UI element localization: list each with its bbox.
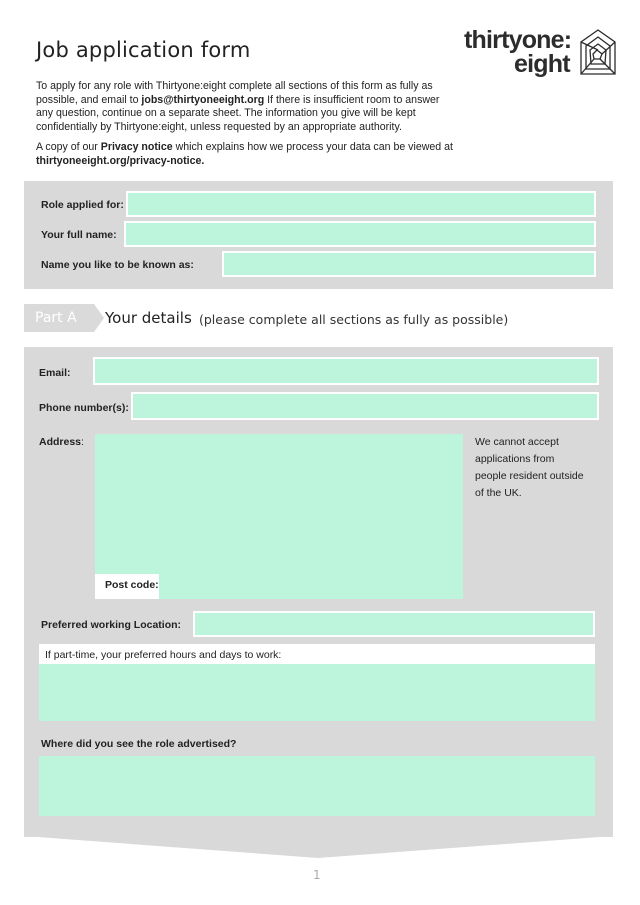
part-a-label: Part A — [35, 310, 77, 326]
residency-note: We cannot accept applications from people resident outside of the UK. — [475, 436, 584, 499]
known-as-input[interactable] — [222, 251, 596, 277]
advertised-label: Where did you see the role advertised? — [41, 738, 237, 750]
phone-label: Phone number(s): — [39, 402, 129, 414]
full-name-label: Your full name: — [41, 229, 117, 241]
full-name-input[interactable] — [124, 221, 596, 247]
page-number: 1 — [313, 868, 321, 882]
role-panel — [24, 181, 613, 289]
brand-logo — [462, 26, 617, 82]
apply-email: jobs@thirtyoneeight.org — [141, 93, 265, 106]
address-label: Address: — [39, 436, 84, 448]
postcode-label: Post code: — [105, 579, 159, 591]
geometric-house-icon — [579, 28, 617, 78]
panel-arrow — [24, 836, 613, 858]
intro-paragraph: To apply for any role with Thirtyone:eight complete all sections of this form as fully as possible, and email to jobs@thirtyoneeight.org If there is insufficient room to answer any question, continue on a separate sheet. The information you give will be kept confidentially by Thirtyone:eight, unless requested by an appropriate authority. — [36, 80, 440, 134]
email-input[interactable] — [93, 357, 599, 385]
parttime-label: If part-time, your preferred hours and days to work: — [45, 649, 282, 661]
privacy-url[interactable]: thirtyoneeight.org/privacy-notice. — [36, 155, 205, 167]
section-subtitle: (please complete all sections as fully as possible) — [199, 312, 509, 327]
privacy-paragraph: A copy of our Privacy notice which explains how we process your data can be viewed at thirtyoneeight.org/privacy-notice. — [36, 141, 453, 167]
privacy-notice-link[interactable]: Privacy notice — [100, 141, 173, 153]
address-input[interactable] — [95, 434, 463, 574]
postcode-input[interactable] — [159, 574, 463, 599]
parttime-input[interactable] — [39, 664, 595, 721]
location-input[interactable] — [193, 611, 595, 637]
email-label: Email: — [39, 367, 71, 379]
location-label: Preferred working Location: — [41, 619, 182, 631]
known-as-label: Name you like to be known as: — [41, 259, 194, 271]
role-input[interactable] — [126, 191, 596, 217]
logo-text-line1: thirtyone: — [464, 26, 572, 54]
advertised-input[interactable] — [39, 756, 595, 816]
section-title: Your details — [105, 309, 192, 327]
page-title: Job application form — [36, 38, 251, 62]
role-label: Role applied for: — [41, 199, 124, 211]
phone-input[interactable] — [131, 392, 599, 420]
details-panel — [24, 347, 613, 837]
logo-text-line2: eight — [514, 50, 570, 78]
part-a-tab — [24, 304, 94, 332]
